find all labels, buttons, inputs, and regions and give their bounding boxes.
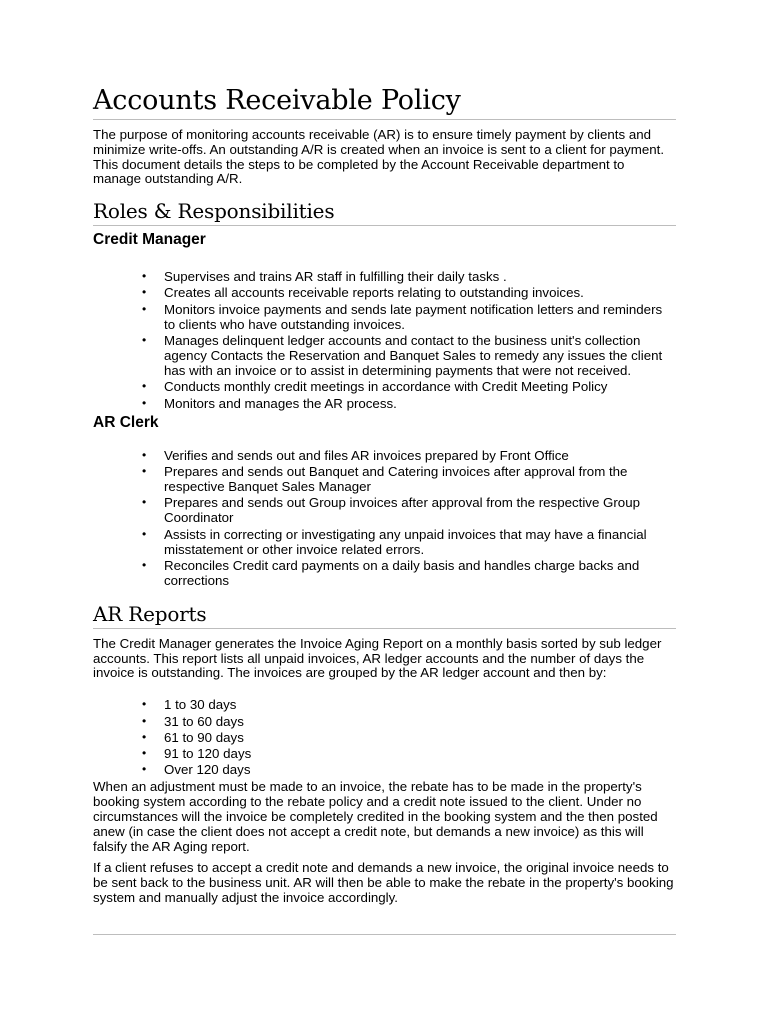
ar-clerk-list	[93, 448, 676, 588]
ar-clerk-heading: AR Clerk	[93, 413, 159, 431]
list-item: • Over 120 days	[164, 762, 676, 777]
list-item: • 91 to 120 days	[164, 746, 676, 761]
list-item: • Conducts monthly credit meetings in accordance with Credit Meeting Policy	[164, 379, 676, 394]
list-item: • 61 to 90 days	[164, 730, 676, 745]
list-item: • Manages delinquent ledger accounts and contact to the business unit's collection agency Contacts the Reservation and Banquet Sales to remedy any issues the client has with an invoice or to assist in determining payments that were not received.	[164, 333, 676, 378]
aging-buckets-list	[93, 697, 676, 777]
list-item: • Creates all accounts receivable reports relating to outstanding invoices.	[164, 285, 676, 300]
document-title: Accounts Receivable Policy	[93, 84, 676, 120]
list-item: • Monitors and manages the AR process.	[164, 396, 676, 411]
roles-section-heading: Roles & Responsibilities	[93, 199, 676, 226]
credit-manager-list	[93, 269, 676, 410]
footer-divider	[93, 934, 676, 935]
credit-manager-heading: Credit Manager	[93, 231, 206, 249]
list-item: • Prepares and sends out Group invoices after approval from the respective Group Coordinator	[164, 495, 676, 525]
document-page	[93, 84, 676, 906]
reports-paragraph-3: If a client refuses to accept a credit note and demands a new invoice, the original invoice needs to be sent back to the business unit. AR will then be able to make the rebate in the property's booking system and manually adjust the invoice accordingly.	[93, 860, 674, 906]
intro-paragraph: The purpose of monitoring accounts receivable (AR) is to ensure timely payment by clients and minimize write-offs. An outstanding A/R is created when an invoice is sent to a client for payment. This document details the steps to be completed by the Account Receivable department to manage outstanding A/R.	[93, 127, 665, 187]
list-item: • 1 to 30 days	[164, 697, 676, 712]
list-item: • 31 to 60 days	[164, 714, 676, 729]
list-item: • Supervises and trains AR staff in fulfilling their daily tasks .	[164, 269, 676, 284]
reports-paragraph-2: When an adjustment must be made to an invoice, the rebate has to be made in the property's booking system according to the rebate policy and a credit note issued to the client. Under no circumstances will the invoice be completely credited in the booking system and the then posted anew (in case the client does not accept a credit note, but demands a new invoice) as this will falsify the AR Aging report.	[93, 779, 658, 854]
reports-paragraph-1: The Credit Manager generates the Invoice Aging Report on a monthly basis sorted by sub ledger accounts. This report lists all unpaid invoices, AR ledger accounts and the number of days the invoice is outstanding. The invoices are grouped by the AR ledger account and then by:	[93, 635, 662, 681]
ar-reports-heading: AR Reports	[93, 602, 676, 629]
list-item: • Reconciles Credit card payments on a daily basis and handles charge backs and corrections	[164, 558, 676, 588]
list-item: • Monitors invoice payments and sends late payment notification letters and reminders to clients who have outstanding invoices.	[164, 302, 676, 332]
list-item: • Assists in correcting or investigating any unpaid invoices that may have a financial misstatement or other invoice related errors.	[164, 527, 676, 557]
list-item: • Verifies and sends out and files AR invoices prepared by Front Office	[164, 448, 676, 463]
list-item: • Prepares and sends out Banquet and Catering invoices after approval from the respective Banquet Sales Manager	[164, 464, 676, 494]
